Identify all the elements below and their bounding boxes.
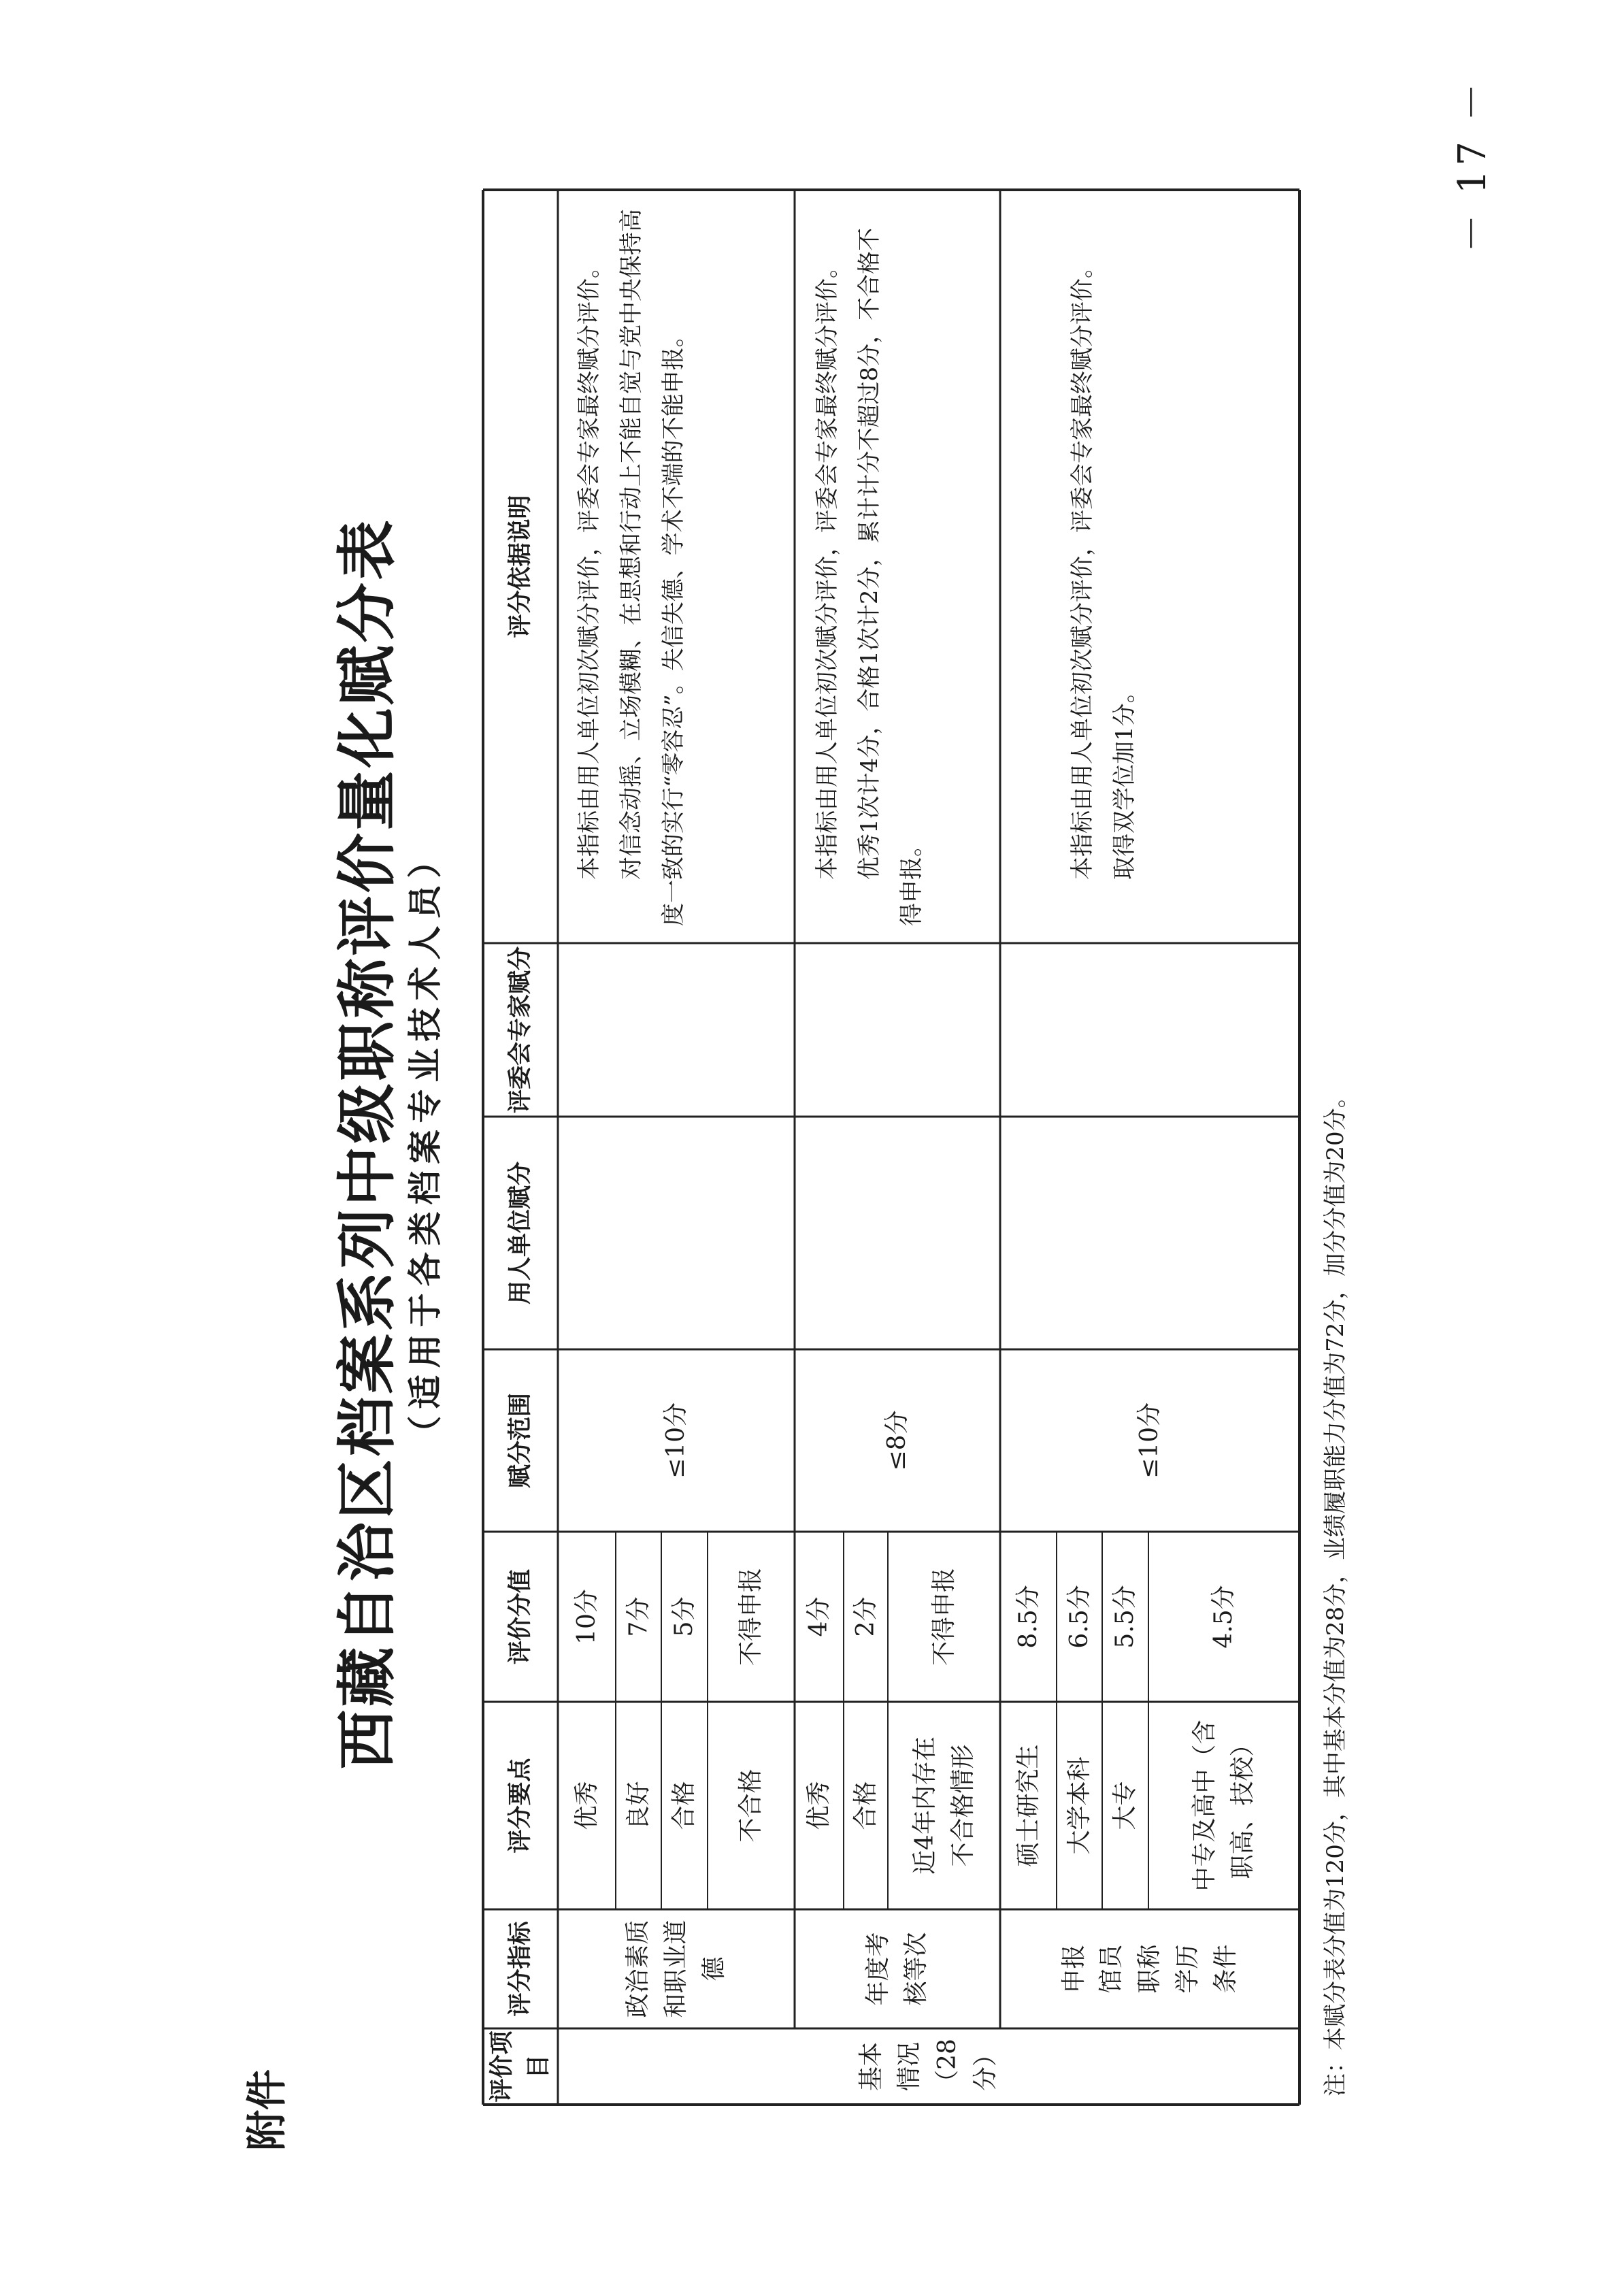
value-cell: 4分 [805, 1596, 833, 1637]
value-cell: 不得申报 [929, 1568, 958, 1666]
basis-paragraph: 本指标由用人单位初次赋分评价，评委会专家最终赋分评价。 [1069, 255, 1096, 880]
basis-paragraph: 本指标由用人单位初次赋分评价，评委会专家最终赋分评价。 [814, 255, 841, 880]
value-cell: 不得申报 [737, 1568, 765, 1666]
attachment-label: 附件 [244, 2069, 291, 2151]
basis-text-political [568, 205, 695, 926]
point-cell: 合格 [670, 1781, 699, 1830]
point-cell: 良好 [624, 1781, 652, 1830]
project-label: 基本情况（28分） [857, 2039, 999, 2094]
point-cell: 大学本科 [1065, 1756, 1093, 1855]
column-header-project: 评价项目 [488, 2030, 552, 2103]
document-title: 西藏自治区档案系列中级职称评价量化赋分表 [332, 517, 402, 1770]
value-cell: 6.5分 [1065, 1585, 1093, 1649]
column-header-expert-score: 评委会专家赋分 [506, 947, 534, 1114]
value-cell: 10分 [572, 1589, 601, 1645]
range-cell: ≤10分 [662, 1402, 691, 1479]
page-number: － 17 － [1451, 79, 1495, 252]
value-cell: 5.5分 [1111, 1585, 1140, 1649]
indicator-political: 政治素质和职业道德 [624, 1920, 728, 2018]
basis-paragraph: 本指标由用人单位初次赋分评价，评委会专家最终赋分评价。 [576, 255, 603, 880]
basis-paragraph: 取得双学位加1分。 [1111, 680, 1138, 880]
value-cell: 4.5分 [1210, 1585, 1238, 1649]
indicator-education: 申报馆员职称学历条件 [1059, 1944, 1240, 1994]
footer-note: 注：本赋分表分值为120分，其中基本分值为28分，业绩履职能力分值为72分，加分分值为20分。 [1322, 1085, 1349, 2096]
range-cell: ≤8分 [883, 1410, 912, 1471]
document-subtitle: （适用于各类档案专业技术人员） [405, 837, 445, 1450]
value-cell: 7分 [624, 1596, 652, 1637]
column-header-point: 评分要点 [506, 1758, 534, 1854]
column-header-indicator: 评分指标 [506, 1921, 534, 2017]
indicator-annual-review: 年度考核等次 [864, 1932, 930, 2006]
point-cell: 不合格 [737, 1768, 765, 1843]
column-header-basis: 评分依据说明 [506, 495, 534, 638]
point-cell: 近4年内存在不合格情形 [910, 1737, 977, 1875]
value-cell: 5分 [670, 1596, 699, 1637]
basis-text-education [1061, 205, 1146, 926]
column-header-range: 赋分范围 [506, 1393, 534, 1489]
basis-paragraph: 优秀1次计4分，合格1次计2分，累计计分不超过8分，不合格不得申报。 [856, 227, 925, 926]
basis-paragraph: 对信念动摇、立场模糊、在思想和行动上不能自觉与党中央保持高度一致的实行“零容忍”。失信失德、学术不端的不能申报。 [618, 209, 687, 926]
range-cell: ≤10分 [1136, 1402, 1164, 1479]
column-header-unit-score: 用人单位赋分 [506, 1162, 534, 1305]
value-cell: 2分 [851, 1596, 880, 1637]
point-cell: 中专及高中（含职高、技校） [1191, 1720, 1257, 1892]
point-cell: 硕士研究生 [1014, 1744, 1042, 1867]
value-cell: 8.5分 [1014, 1585, 1042, 1649]
column-header-value: 评价分值 [506, 1569, 534, 1665]
point-cell: 优秀 [572, 1781, 601, 1830]
basis-text-annual-review [806, 205, 933, 926]
point-cell: 优秀 [805, 1781, 833, 1830]
point-cell: 合格 [851, 1781, 880, 1830]
point-cell: 大专 [1111, 1781, 1140, 1830]
